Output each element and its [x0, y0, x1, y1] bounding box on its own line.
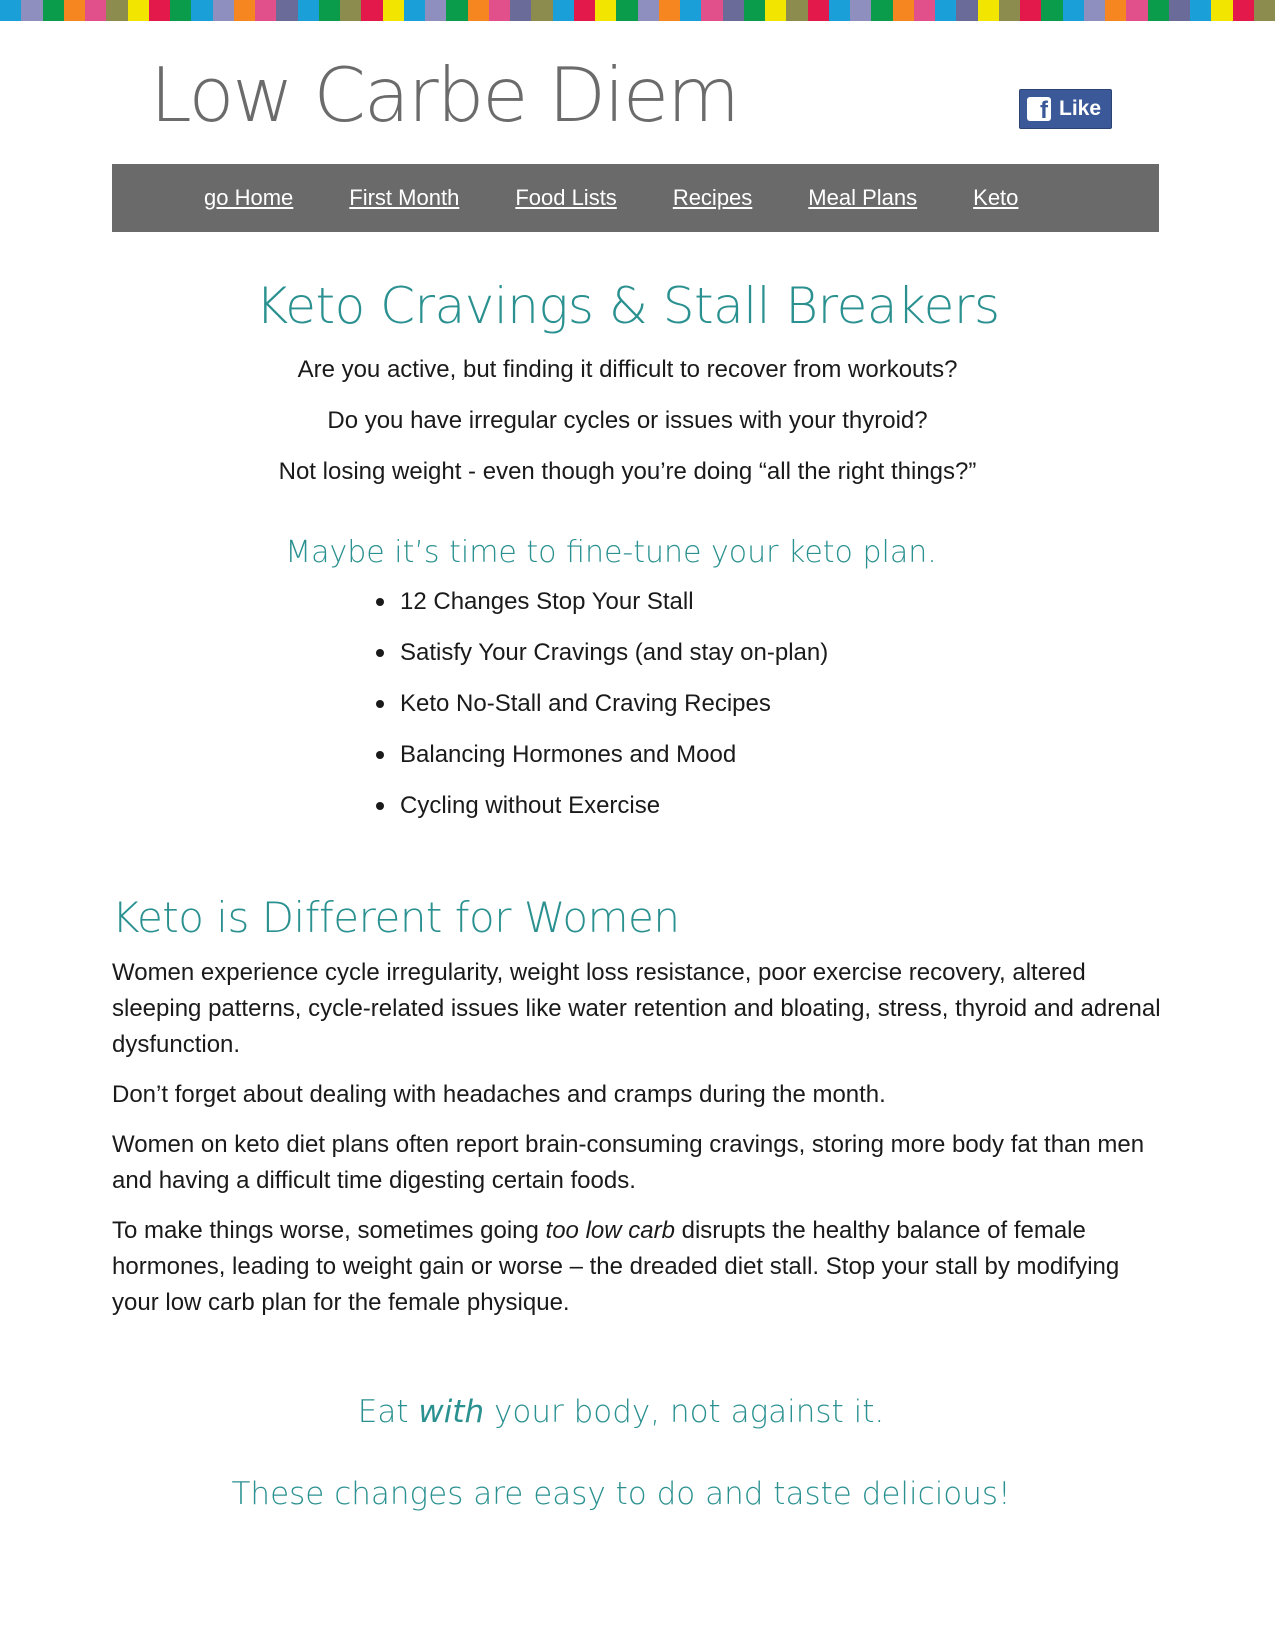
nav-item-first-month[interactable]: First Month: [349, 185, 460, 210]
tagline-easy-changes: These changes are easy to do and taste delicious!: [231, 1476, 1011, 1512]
color-strip-segment: [1105, 0, 1126, 21]
emphasis-with: with: [418, 1394, 485, 1430]
paragraph-hormones: To make things worse, sometimes going too low carb disrupts the healthy balance of female hormones, leading to weight gain or worse – the dreaded diet stall. Stop your stall by modifying your low carb plan for the female physique.: [112, 1217, 1120, 1316]
color-strip-segment: [808, 0, 829, 21]
list-item-text: Cycling without Exercise: [400, 792, 661, 819]
paragraph-headaches: Don’t forget about dealing with headaches and cramps during the month.: [112, 1081, 886, 1108]
color-strip-segment: [361, 0, 382, 21]
color-strip-segment: [21, 0, 42, 21]
nav-item-meal-plans[interactable]: Meal Plans: [808, 185, 918, 210]
section-subtitle: Maybe it’s time to fine-tune your keto plan.: [285, 535, 937, 570]
color-strip-segment: [1233, 0, 1254, 21]
color-strip-segment: [191, 0, 212, 21]
benefits-list: [400, 587, 828, 842]
color-strip-segment: [935, 0, 956, 21]
color-strip-segment: [638, 0, 659, 21]
list-item: [400, 791, 828, 842]
color-strip-segment: [319, 0, 340, 21]
color-strip-segment: [149, 0, 170, 21]
color-strip-segment: [553, 0, 574, 21]
color-strip-segment: [1190, 0, 1211, 21]
color-strip-segment: [723, 0, 744, 21]
emphasis-too-low-carb: too low carb: [545, 1217, 675, 1244]
bullet-icon: [376, 751, 384, 759]
color-strip-segment: [616, 0, 637, 21]
nav-item-recipes[interactable]: Recipes: [672, 185, 753, 210]
list-item-text: Balancing Hormones and Mood: [400, 741, 737, 768]
color-strip-segment: [1211, 0, 1232, 21]
list-item-text: 12 Changes Stop Your Stall: [400, 588, 694, 615]
color-strip-segment: [1126, 0, 1147, 21]
intro-questions: [0, 353, 1255, 506]
site-logo[interactable]: Low Carbe Diem: [150, 51, 739, 139]
color-strip-segment: [0, 0, 21, 21]
color-strip-segment: [956, 0, 977, 21]
list-item: [400, 587, 828, 638]
facebook-like-button[interactable]: [1019, 89, 1112, 129]
color-strip-segment: [701, 0, 722, 21]
nav-item-keto[interactable]: Keto: [973, 185, 1019, 210]
color-strip-segment: [234, 0, 255, 21]
women-section-heading: Keto is Different for Women: [112, 893, 680, 942]
color-strip-segment: [170, 0, 191, 21]
color-strip-segment: [213, 0, 234, 21]
color-strip-segment: [510, 0, 531, 21]
color-strip-segment: [1084, 0, 1105, 21]
facebook-icon: f: [1027, 97, 1051, 121]
list-item-text: Keto No-Stall and Craving Recipes: [400, 690, 771, 717]
color-strip-segment: [404, 0, 425, 21]
color-strip-segment: [276, 0, 297, 21]
color-strip-segment: [340, 0, 361, 21]
color-strip-segment: [1169, 0, 1190, 21]
list-item: [400, 689, 828, 740]
main-navigation: [112, 164, 1159, 232]
color-strip-segment: [489, 0, 510, 21]
color-strip-segment: [850, 0, 871, 21]
bullet-icon: [376, 649, 384, 657]
color-strip-segment: [43, 0, 64, 21]
color-strip-segment: [659, 0, 680, 21]
color-strip-segment: [978, 0, 999, 21]
paragraph-cravings: Women on keto diet plans often report brain-consuming cravings, storing more body fat than men and having a difficult time digesting certain foods.: [112, 1131, 1145, 1194]
color-strip-segment: [786, 0, 807, 21]
bullet-icon: [376, 700, 384, 708]
question-recovery: Are you active, but finding it difficult to recover from workouts?: [297, 356, 958, 383]
color-strip-segment: [595, 0, 616, 21]
color-strip-segment: [1020, 0, 1041, 21]
color-strip-segment: [531, 0, 552, 21]
color-strip-segment: [425, 0, 446, 21]
nav-item-food-lists[interactable]: Food Lists: [515, 185, 617, 210]
list-item: [400, 638, 828, 689]
color-strip-segment: [999, 0, 1020, 21]
color-strip-segment: [446, 0, 467, 21]
color-strip-segment: [1148, 0, 1169, 21]
color-strip-segment: [1041, 0, 1062, 21]
color-strip-segment: [255, 0, 276, 21]
question-weight: Not losing weight - even though you’re doing “all the right things?”: [278, 458, 977, 485]
color-strip-segment: [128, 0, 149, 21]
color-strip-segment: [64, 0, 85, 21]
decorative-color-strip: [0, 0, 1275, 21]
question-thyroid: Do you have irregular cycles or issues with your thyroid?: [327, 407, 928, 434]
color-strip-segment: [1254, 0, 1275, 21]
color-strip-segment: [680, 0, 701, 21]
color-strip-segment: [914, 0, 935, 21]
tagline-eat-with-body: Eat with your body, not against it.: [357, 1394, 885, 1430]
list-item-text: Satisfy Your Cravings (and stay on-plan): [400, 639, 829, 666]
color-strip-segment: [871, 0, 892, 21]
color-strip-segment: [468, 0, 489, 21]
list-item: [400, 740, 828, 791]
color-strip-segment: [829, 0, 850, 21]
color-strip-segment: [106, 0, 127, 21]
bullet-icon: [376, 802, 384, 810]
paragraph-symptoms: Women experience cycle irregularity, weight loss resistance, poor exercise recovery, altered sleeping patterns, cycle-related issues like water retention and bloating, stress, thyroid and adrenal dysfunction.: [112, 959, 1161, 1058]
color-strip-segment: [744, 0, 765, 21]
color-strip-segment: [765, 0, 786, 21]
color-strip-segment: [298, 0, 319, 21]
color-strip-segment: [383, 0, 404, 21]
like-label: Like: [1059, 97, 1102, 120]
color-strip-segment: [893, 0, 914, 21]
color-strip-segment: [574, 0, 595, 21]
color-strip-segment: [85, 0, 106, 21]
women-section-body: [112, 955, 1162, 1335]
color-strip-segment: [1063, 0, 1084, 21]
bullet-icon: [376, 598, 384, 606]
nav-item-go-home[interactable]: go Home: [204, 185, 294, 210]
page-title: Keto Cravings & Stall Breakers: [255, 277, 1000, 335]
